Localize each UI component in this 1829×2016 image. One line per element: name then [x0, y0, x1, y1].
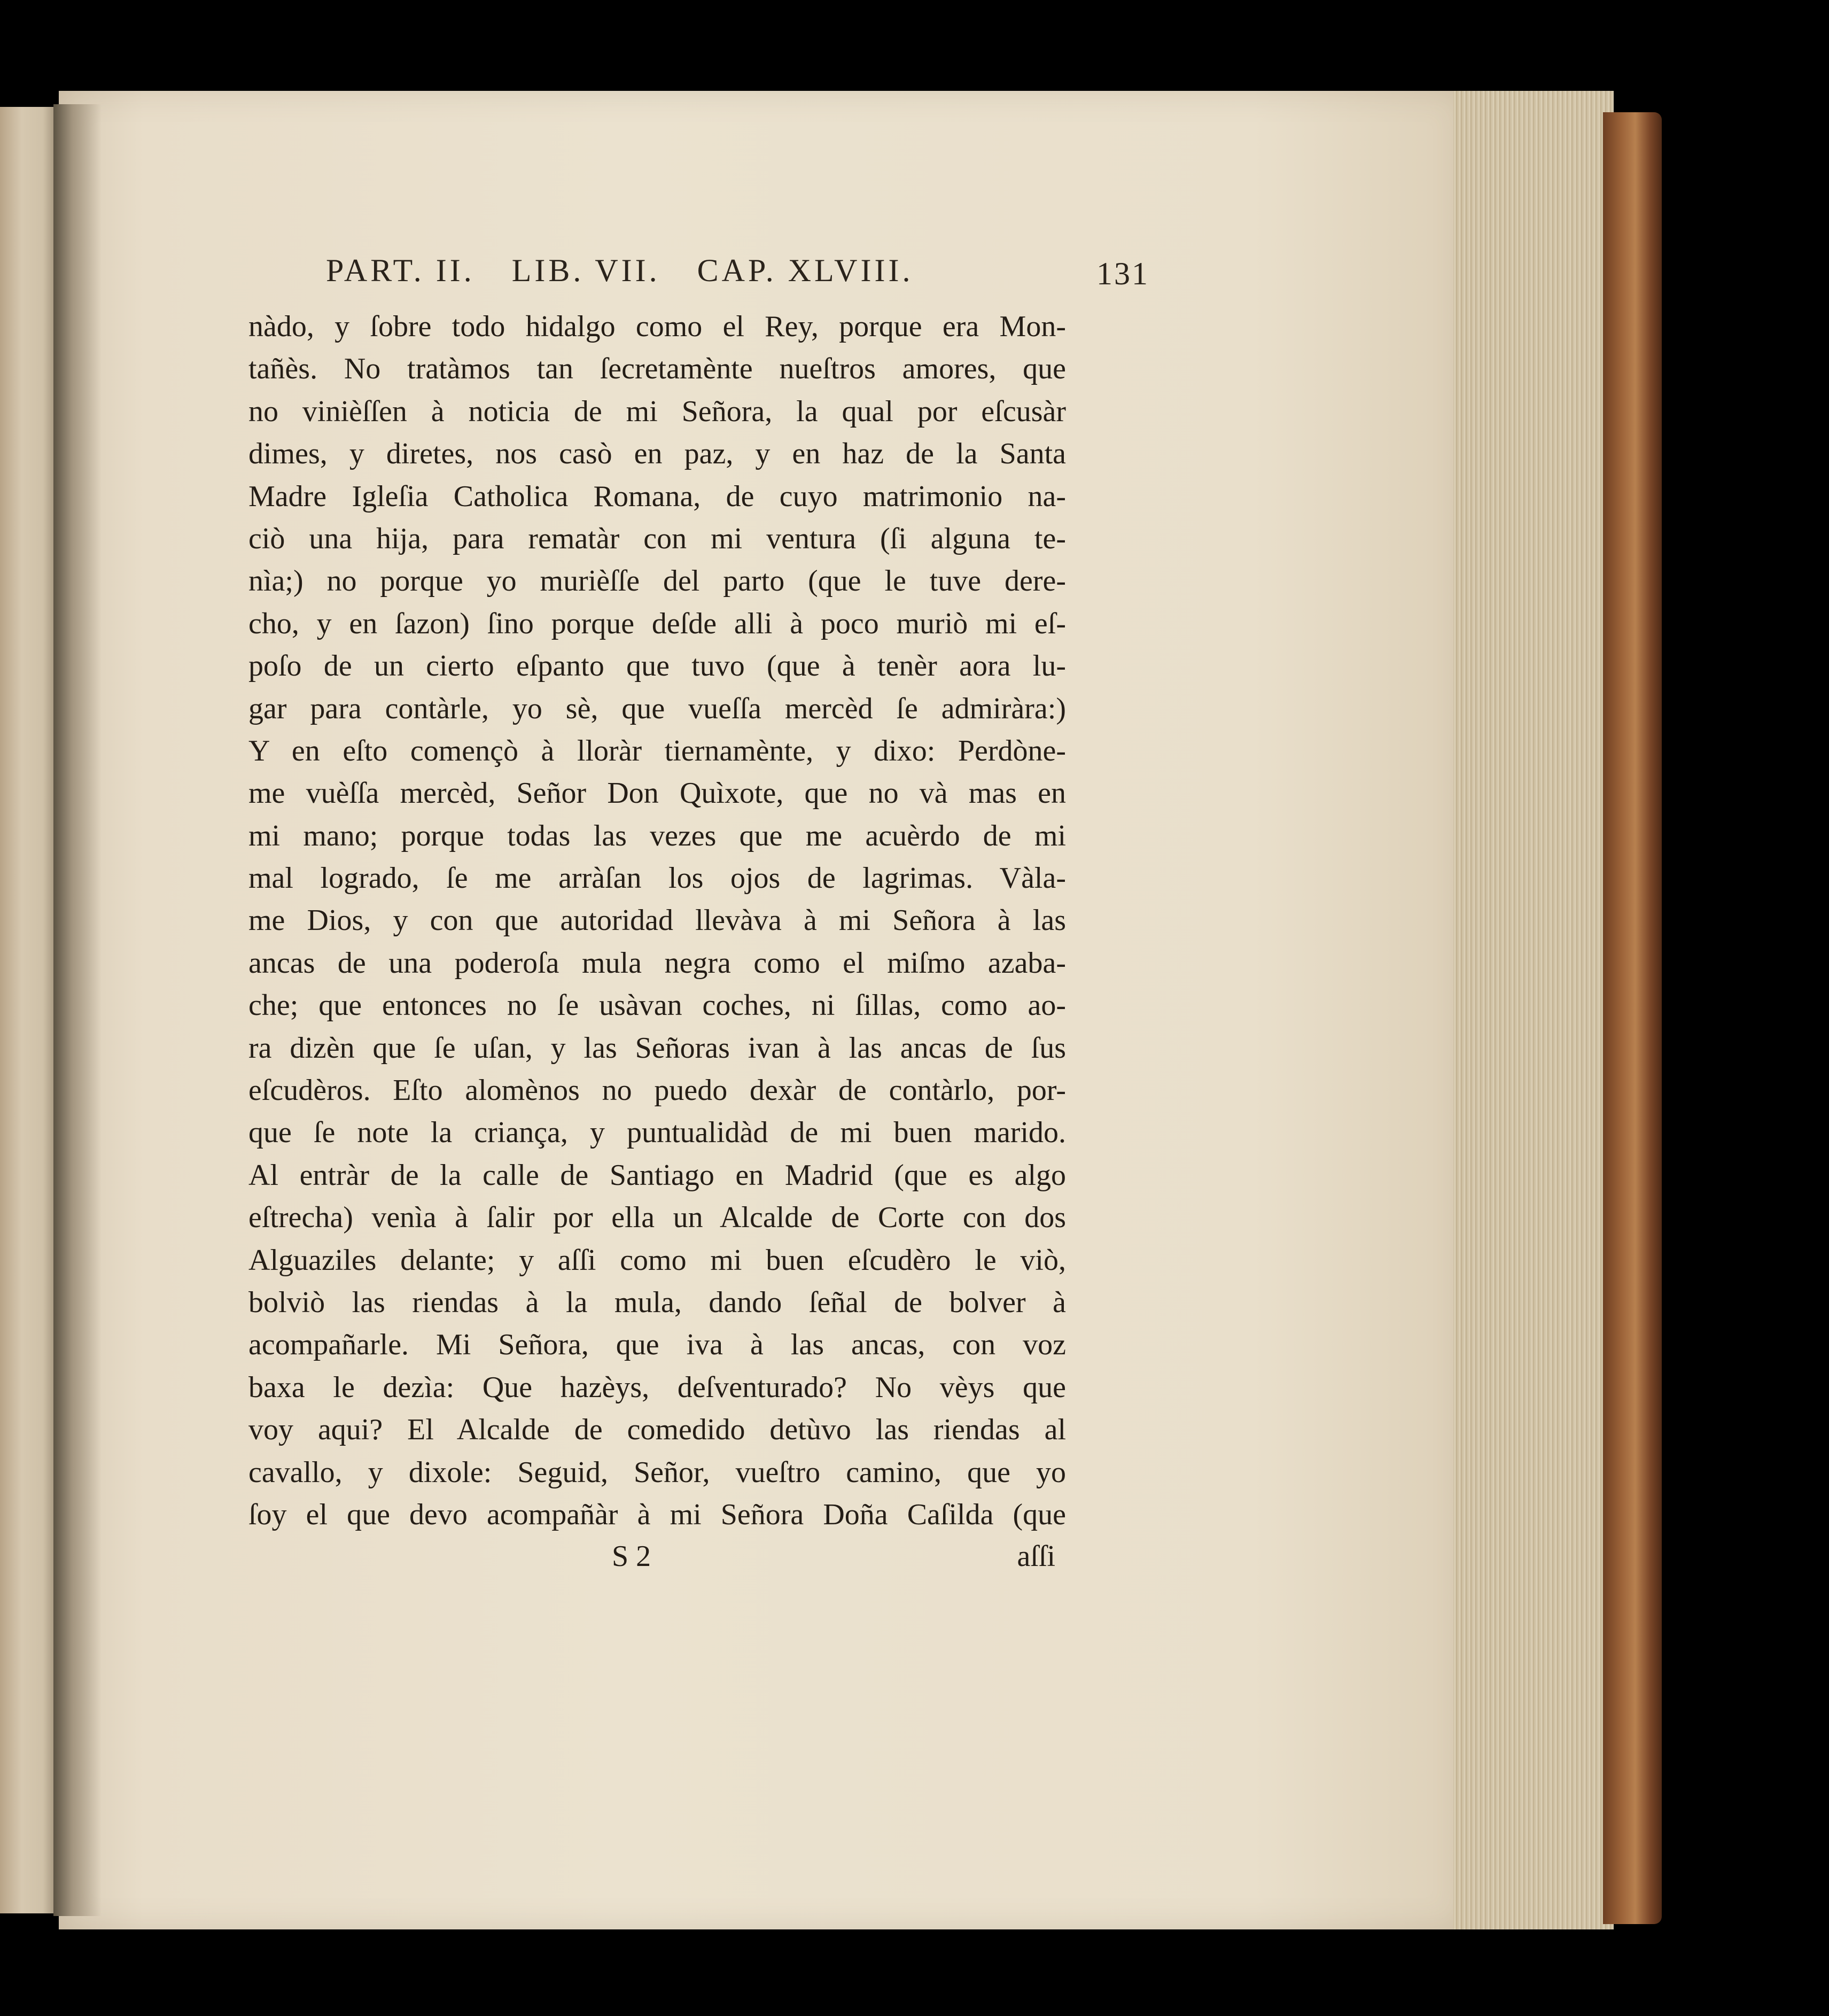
running-head-book: LIB. VII.	[511, 253, 660, 288]
text-line: acompañarle. Mi Señora, que iva à las ancas, con voz	[248, 1328, 1066, 1362]
text-line: Y en eſto començò à lloràr tiernamènte, y dixo: Perdòne-	[248, 734, 1066, 767]
text-line: bolviò las riendas à la mula, dando ſeñal de bolver à	[248, 1285, 1066, 1319]
page-fore-edge	[1453, 91, 1614, 1929]
running-head-part: PART. II.	[326, 253, 475, 288]
text-line: voy aqui? El Alcalde de comedido detùvo las riendas al	[248, 1413, 1066, 1447]
body-text	[248, 306, 1066, 1536]
text-line: cavallo, y dixole: Seguid, Señor, vueſtro camino, que yo	[248, 1455, 1066, 1489]
page-footer	[248, 1539, 1055, 1582]
text-line: cho, y en ſazon) ſino porque deſde alli à poco muriò mi eſ-	[248, 607, 1066, 640]
text-line: eſcudèros. Eſto alomènos no puedo dexàr de contàrlo, por-	[248, 1074, 1066, 1107]
text-line: Madre Igleſia Catholica Romana, de cuyo matrimonio na-	[248, 479, 1066, 513]
text-line: gar para contàrle, yo sè, que vueſſa mercèd ſe admiràra:)	[248, 692, 1066, 725]
text-line: Al entràr de la calle de Santiago en Madrid (que es algo	[248, 1158, 1066, 1192]
text-line: me Dios, y con que autoridad llevàva à mi Señora à las	[248, 904, 1066, 937]
text-line: Alguaziles delante; y aſſi como mi buen eſcudèro le viò,	[248, 1243, 1066, 1277]
text-line: tañès. No tratàmos tan ſecretamènte nueſtros amores, que	[248, 352, 1066, 386]
text-line: mi mano; porque todas las vezes que me acuèrdo de mi	[248, 819, 1066, 852]
text-line: poſo de un cierto eſpanto que tuvo (que à tenèr aora lu-	[248, 649, 1066, 683]
signature-mark: S 2	[612, 1540, 651, 1573]
gutter-shadow	[53, 104, 102, 1916]
page-number: 131	[1096, 256, 1149, 291]
running-head-chapter: CAP. XLVIII.	[697, 253, 914, 288]
text-line: ciò una hija, para rematàr con mi ventura (ſi alguna te-	[248, 522, 1066, 555]
text-line: ra dizèn que ſe uſan, y las Señoras ivan à las ancas de ſus	[248, 1031, 1066, 1065]
previous-page-edge	[0, 107, 61, 1913]
text-line: mal logrado, ſe me arràſan los ojos de lagrimas. Vàla-	[248, 862, 1066, 895]
catchword: aſſi	[1017, 1540, 1055, 1573]
running-head	[326, 252, 939, 289]
text-line: dimes, y diretes, nos casò en paz, y en haz de la Santa	[248, 437, 1066, 471]
text-line: ſoy el que devo acompañàr à mi Señora Doña Caſilda (que	[248, 1498, 1066, 1531]
text-line: que ſe note la criança, y puntualidàd de mi buen marido.	[248, 1116, 1066, 1150]
text-line: baxa le dezìa: Que hazèys, deſventurado? No vèys que	[248, 1370, 1066, 1404]
leather-cover-edge	[1603, 112, 1662, 1924]
text-line: eſtrecha) venìa à ſalir por ella un Alcalde de Corte con dos	[248, 1201, 1066, 1235]
text-line: ancas de una poderoſa mula negra como el miſmo azaba-	[248, 946, 1066, 980]
text-line: nìa;) no porque yo murièſſe del parto (que le tuve dere-	[248, 564, 1066, 598]
text-line: no vinièſſen à noticia de mi Señora, la qual por eſcusàr	[248, 394, 1066, 428]
text-line: nàdo, y ſobre todo hidalgo como el Rey, porque era Mon-	[248, 310, 1066, 343]
text-line: che; que entonces no ſe usàvan coches, ni ſillas, como ao-	[248, 989, 1066, 1022]
text-line: me vuèſſa mercèd, Señor Don Quìxote, que no và mas en	[248, 777, 1066, 810]
